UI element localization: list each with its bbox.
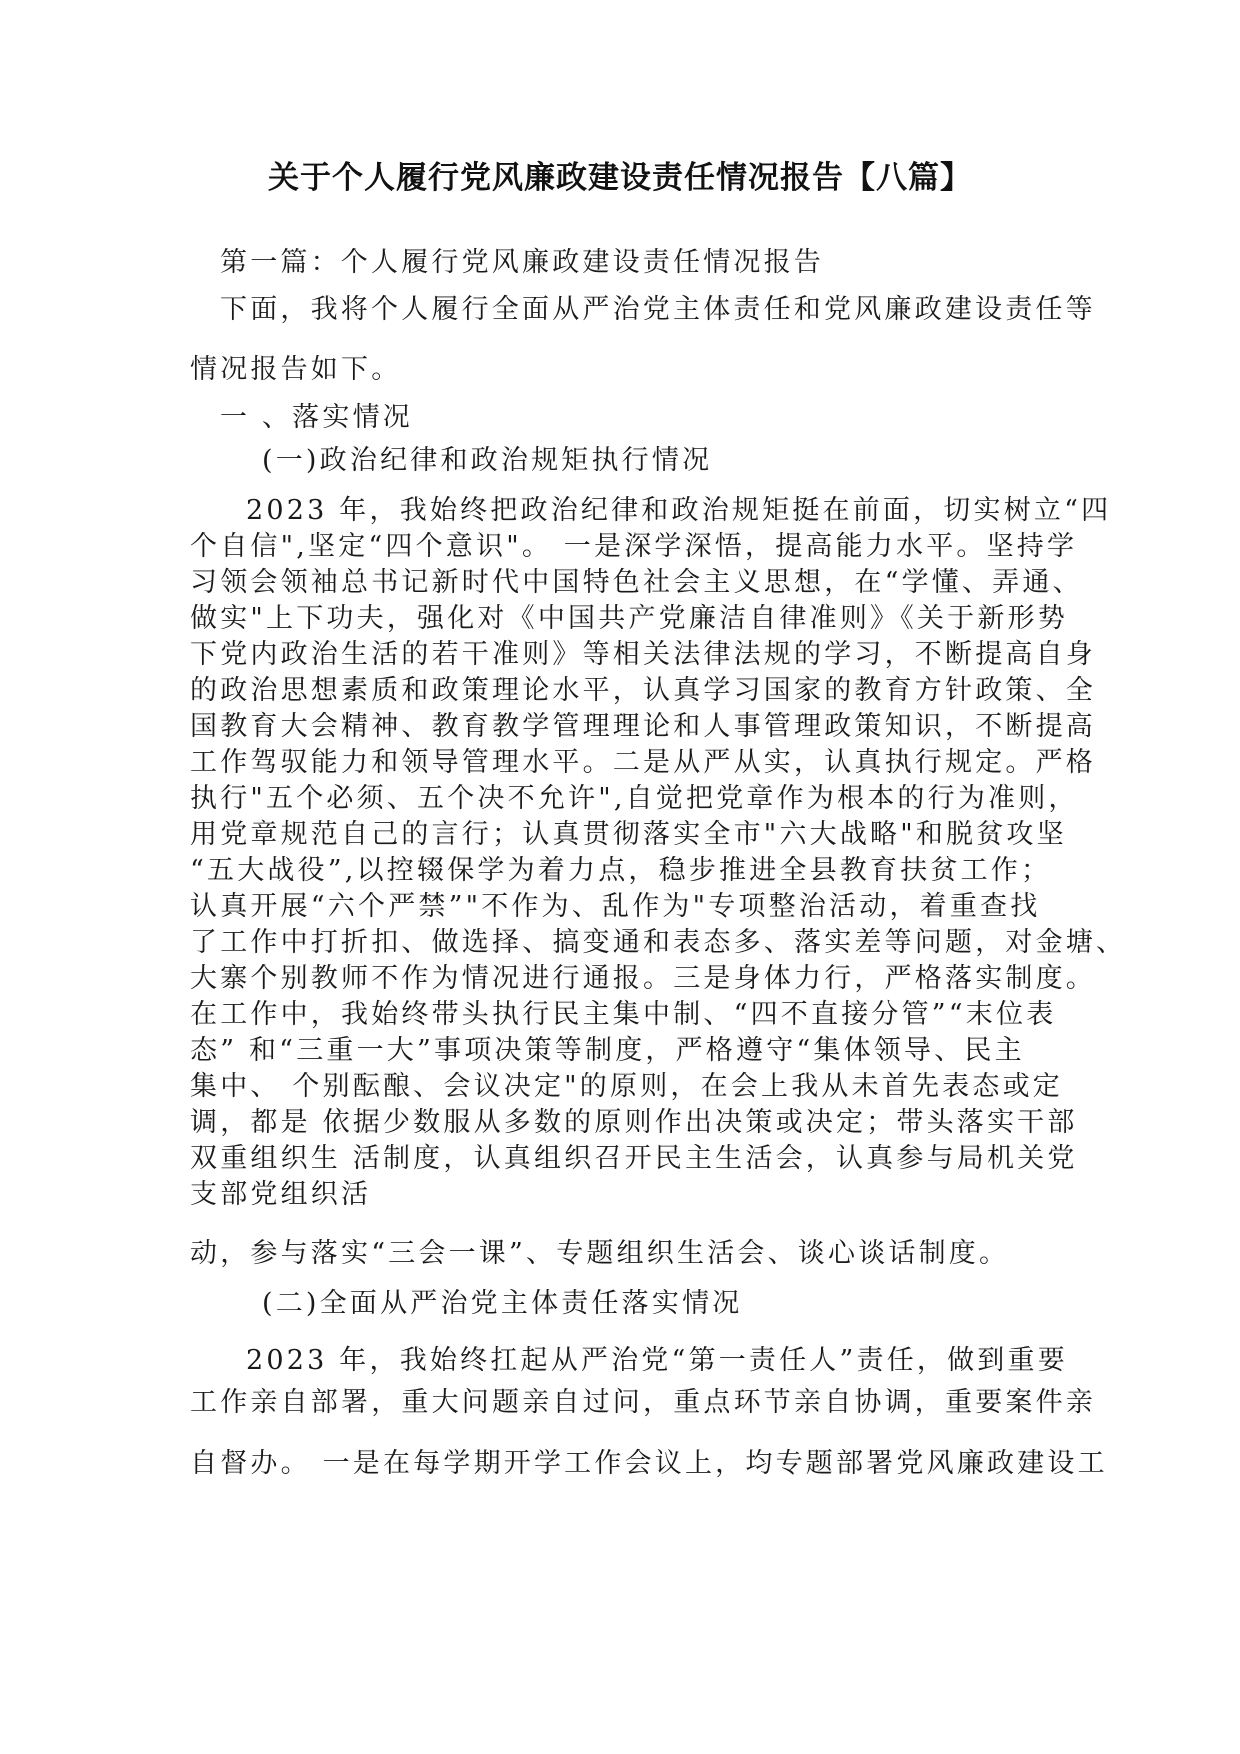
paragraph-line: 工作亲自部署，重大问题亲自过问，重点环节亲自协调，重要案件亲 (190, 1387, 1096, 1418)
paragraph-line: 国教育大会精神、教育教学管理理论和人事管理政策知识，不断提高 (190, 711, 1096, 742)
paragraph-line: 了工作中打折扣、做选择、搞变通和表态多、落实差等问题，对金塘、 (190, 927, 1127, 958)
paragraph-line: 情况报告如下。 (190, 354, 402, 385)
paragraph-line: 习领会领袖总书记新时代中国特色社会主义思想，在“学懂、弄通、 (190, 567, 1083, 598)
paragraph-line: “五大战役”,以控辍保学为着力点，稳步推进全县教育扶贫工作； (190, 855, 1052, 886)
paragraph-line: 2023 年，我始终把政治纪律和政治规矩挺在前面，切实树立“四 (246, 495, 1112, 526)
document-title: 关于个人履行党风廉政建设责任情况报告【八篇】 (268, 160, 972, 196)
paragraph-line: 的政治思想素质和政策理论水平，认真学习国家的教育方针政策、全 (190, 675, 1096, 706)
subheading: (二)全面从严治党主体责任落实情况 (262, 1288, 743, 1319)
paragraph-line: 做实"上下功夫，强化对《中国共产党廉洁自律准则》《关于新形势 (190, 603, 1068, 634)
paragraph-line: 支部党组织活 (190, 1179, 372, 1210)
paragraph-line: 认真开展“六个严禁”"不作为、乱作为"专项整治活动，着重查找 (190, 891, 1041, 922)
paragraph-line: 集中、 个别酝酿、会议决定"的原则，在会上我从未首先表态或定 (190, 1071, 1064, 1102)
paragraph-line: 下面，我将个人履行全面从严治党主体责任和党风廉政建设责任等 (220, 294, 1096, 325)
paragraph-line: 双重组织生 活制度，认真组织召开民主生活会，认真参与局机关党 (190, 1143, 1078, 1174)
subheading: (一)政治纪律和政治规矩执行情况 (262, 445, 713, 476)
section-heading: 第一篇：个人履行党风廉政建设责任情况报告 (220, 247, 824, 278)
paragraph-line: 用党章规范自己的言行；认真贯彻落实全市"六大战略"和脱贫攻坚 (190, 819, 1067, 850)
paragraph-line: 执行"五个必须、五个决不允许",自觉把党章作为根本的行为准则， (190, 783, 1079, 814)
paragraph-line: 在工作中，我始终带头执行民主集中制、“四不直接分管”“末位表 (190, 999, 1057, 1030)
paragraph-line: 2023 年，我始终扛起从严治党“第一责任人”责任，做到重要 (246, 1345, 1068, 1376)
paragraph-line: 大寨个别教师不作为情况进行通报。三是身体力行，严格落实制度。 (190, 963, 1096, 994)
paragraph-line: 工作驾驭能力和领导管理水平。二是从严从实，认真执行规定。严格 (190, 747, 1096, 778)
paragraph-line: 态” 和“三重一大”事项决策等制度，严格遵守“集体领导、民主 (190, 1035, 1025, 1066)
paragraph-line: 动，参与落实“三会一课”、专题组织生活会、谈心谈话制度。 (190, 1238, 1010, 1269)
paragraph-line: 下党内政治生活的若干准则》等相关法律法规的学习，不断提高自身 (190, 639, 1096, 670)
paragraph-line: 调，都是 依据少数服从多数的原则作出决策或决定；带头落实干部 (190, 1107, 1078, 1138)
paragraph-line: 自督办。 一是在每学期开学工作会议上，均专题部署党风廉政建设工 (190, 1448, 1108, 1479)
subheading: 一 、落实情况 (220, 402, 413, 433)
paragraph-line: 个自信",坚定“四个意识"。 一是深学深悟，提高能力水平。坚持学 (190, 531, 1078, 562)
